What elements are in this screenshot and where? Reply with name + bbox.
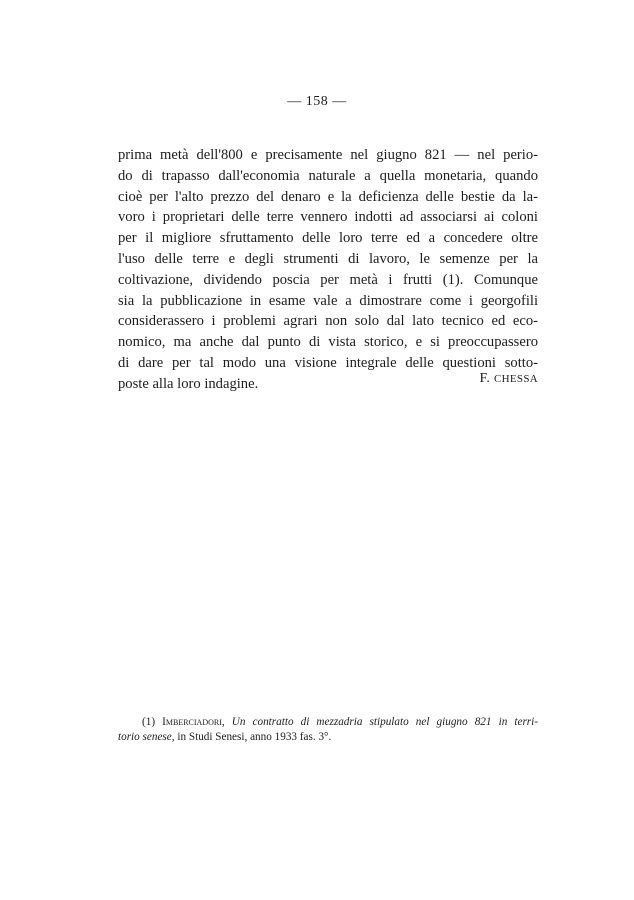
body-line: poste alla loro indagine. [118,375,259,392]
footnote-line [118,715,538,730]
body-line: l'uso delle terre e degli strumenti di lavoro, le semenze per la [118,250,538,267]
page-number: — 158 — [287,94,347,109]
signature-surname: CHESSA [494,373,538,385]
body-line: per il migliore sfruttamento delle loro terre ed a concedere oltre [118,230,538,247]
signature-initial: F. [479,371,491,386]
body-line: voro i proprietari delle terre vennero indotti ad associarsi ai coloni [118,209,538,226]
body-line: sia la pubblicazione in esame vale a dimostrare come i georgofili [118,292,538,309]
body-line: considerassero i problemi agrari non solo dal lato tecnico ed eco- [118,313,538,330]
body-line: coltivazione, dividendo poscia per metà i frutti (1). Comunque [118,271,538,288]
body-line: nomico, ma anche dal punto di vista storico, e si preoccupassero [118,334,538,351]
body-line: cioè per l'alto prezzo del denaro e la deficienza delle bestie da la- [118,188,538,205]
footnote-line [118,730,538,745]
footnote-source: in Studi Senesi, anno 1933 fas. 3°. [177,731,332,743]
footnote-marker: (1) [142,716,156,728]
body-line: prima metà dell'800 e precisamente nel giugno 821 — nel perio- [118,147,538,163]
footnote-title-continued: torio senese, [118,731,175,743]
body-line: di dare per tal modo una visione integrale delle questioni sotto- [118,354,538,371]
footnote-title: Un contratto di mezzadria stipulato nel giugno 821 in terri- [231,716,538,728]
body-line: do di trapasso dall'economia naturale a quella monetaria, quando [118,167,538,184]
body-paragraph [118,145,538,395]
footnote-author: Imberciadori, [162,716,225,728]
author-signature [479,371,538,387]
footnote [118,715,538,745]
